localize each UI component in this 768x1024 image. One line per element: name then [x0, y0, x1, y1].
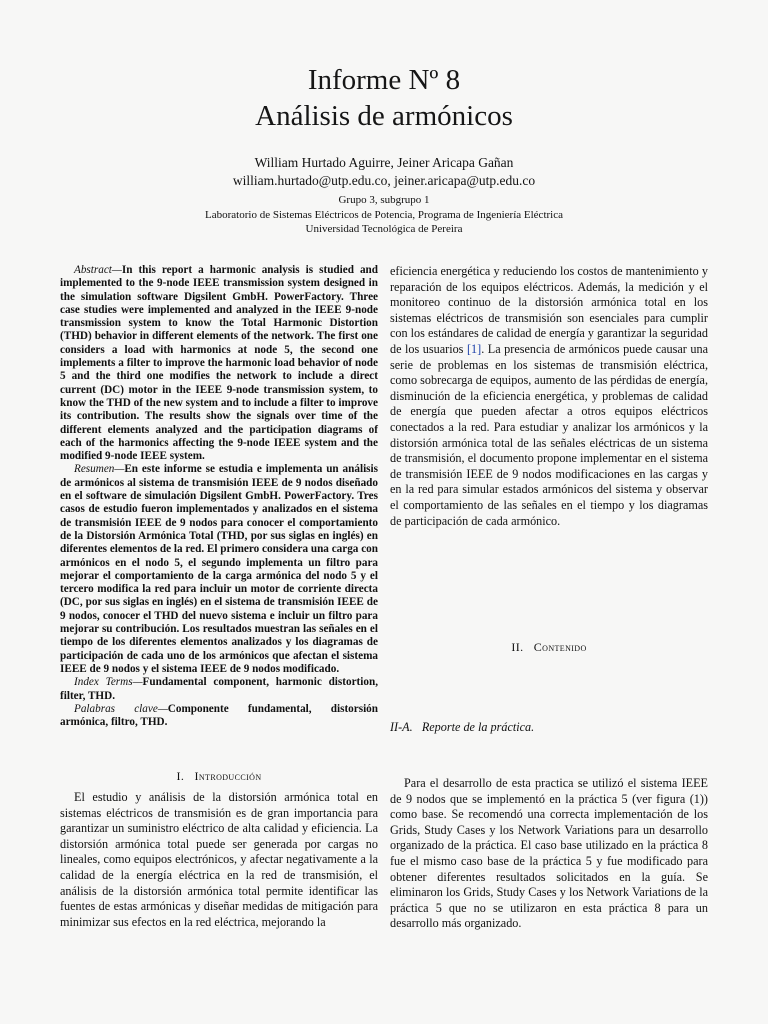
section-2-heading — [390, 640, 708, 655]
lab: Laboratorio de Sistemas Eléctricos de Potencia, Programa de Ingeniería Eléctrica — [205, 208, 563, 221]
section-1-body — [60, 790, 378, 930]
resumen-paragraph: Resumen—En este informe se estudia e implementa un análisis de armónicos al sistema de transmisión IEEE de 9 nodos diseñado en el software de simulación Digsilent GmbH. PowerFactory. Tres casos de estudio fueron implementados y analizados en el sistema de transmisión IEEE de 9 nodos para conocer el comportamiento de la Distorsión Armónica Total (THD, por sus siglas en inglés) en diferentes elementos de la red. El primero considera una carga con armónicos en el nodo 5, el segundo implementa un filtro para mejorar el comportamiento de la carga armónica del nodo 5 y el tercero modifica la red para incluir un motor de corriente directa (DC, por sus siglas en inglés) en el sistema de transmisión IEEE de 9 nodos, conocer el THD del nuevo sistema e incluir un filtro para mejorar su contribución. Los resultados muestran las señales en el tiempo de los diferentes elementos analizados y los diagramas de participación de cada uno de los armónicos que afectan el sistema IEEE de 9 nodos y el sistema IEEE de 9 nodos modificado. — [60, 463, 378, 675]
section-2-title: Contenido — [533, 640, 587, 654]
left-column — [60, 264, 378, 729]
university: Universidad Tecnológica de Pereira — [305, 223, 463, 235]
section-2-number: II. — [511, 640, 524, 654]
group: Grupo 3, subgrupo 1 — [338, 194, 430, 206]
emails: william.hurtado@utp.edu.co, jeiner.aricapa@utp.edu.co — [232, 173, 536, 188]
section-1-number: I. — [176, 769, 185, 783]
paper-title — [0, 62, 768, 134]
subsection-2a-title: Reporte de la práctica. — [421, 720, 535, 734]
right-column — [390, 264, 708, 529]
section-1-title: Introducción — [194, 769, 262, 783]
intro-continuation-a: eficiencia energética y reduciendo los costos de mantenimiento y reparación de los equipos eléctricos. Además, la medición y el monitoreo continuo de la distorsión armónica total en los sistemas eléctricos de transmisión son esenciales para cumplir con los estándares de calidad de energía y garantizar la seguridad de los usuarios — [390, 264, 708, 356]
index-terms-paragraph: Index Terms—Fundamental component, harmonic distortion, filter, THD. — [60, 676, 378, 702]
resumen-label: Resumen — [74, 463, 115, 476]
abstract-label: Abstract — [74, 264, 112, 276]
intro-paragraph: El estudio y análisis de la distorsión armónica total en sistemas eléctricos de transmisión es de gran importancia para garantizar un suministro eléctrico de alta calidad y eficiencia. La distorsión armónica total puede ser generada por cargas no lineales, como equipos electrónicos, y afectar negativamente a la calidad de la energía eléctrica en la red de transmisión, el análisis de la distorsión armónica total permite identificar las fuentes de estas armónicas y diseñar medidas de mitigación para minimizar sus efectos en la red eléctrica, mejorando la — [60, 790, 378, 929]
section-2-paragraph: Para el desarrollo de esta practica se utilizó el sistema IEEE de 9 nodos que se implementó en la práctica 5 (ver figura (1)) como base. Se recomendó una correcta implementación de los Grids, Study Cases y los Network Variations para un desarrollo organizado de la práctica. El caso base utilizado en la práctica 8 fue el mismo caso base de la práctica 5 y fue modificado para obtener diferentes resultados solicitados en la guía. Se eliminaron los Grids, Study Cases y los Network Variations de la práctica 5 que no se utilizaron en esta práctica 8 para un desarrollo más organizado. — [390, 776, 708, 931]
title-line-2: Análisis de armónicos — [255, 100, 513, 132]
section-2-body — [390, 776, 708, 932]
intro-continuation-b: . La presencia de armónicos puede causar una serie de problemas en los sistemas de transmisión eléctrica, como sobrecarga de equipos, aumento de las pérdidas de energía, disminución de la eficiencia energética, y problemas de calidad de energía que pueden afectar a otros equipos eléctricos conectados a la red. Para estudiar y analizar los armónicos y la distorsión armónica total de las señales eléctricas de un sistema de transmisión, el documento propone implementar en el sistema de transmisión IEEE de 9 nodos modificaciones en las cargas y en la red para simular estados armónicos del sistema y observar el comportamiento de las señales en el tiempo y los diagramas de participación de cada armónico. — [390, 341, 709, 528]
palabras-clave-paragraph: Palabras clave—Componente fundamental, distorsión armónica, filtro, THD. — [60, 702, 379, 729]
section-1-heading — [60, 769, 378, 784]
abstract-text: In this report a harmonic analysis is studied and implemented to the 9-node IEEE transmission system designed in the simulation software Digsilent GmbH. PowerFactory. Three case studies were implemented and analyzed in the IEEE 9-node transmission system to know the Total Harmonic Distortion (THD) behavior in different elements of the network. The first one considers a load with harmonics at node 5, the second one implements a filter to improve the harmonic load behavior of node 5 and the third one modifies the network to include a direct current (DC) motor in the IEEE 9-node transmission system, to know the THD of the new system and to include a filter to improve its contribution. The results show the signals over time of the different elements analyzed and the participation diagrams of each of the harmonics affecting the 9-node IEEE system and the modified 9-node IEEE system. — [60, 264, 378, 463]
subsection-2a-heading — [390, 720, 534, 735]
title-line-1: Informe Nº 8 — [307, 64, 461, 96]
citation-link[interactable]: [1] — [466, 341, 482, 356]
affiliation-block — [0, 193, 768, 237]
index-terms-text: Fundamental component, harmonic distortion, filter, THD. — [60, 676, 378, 702]
abstract-paragraph: Abstract—In this report a harmonic analysis is studied and implemented to the 9-node IEEE transmission system designed in the simulation software Digsilent GmbH. PowerFactory. Three case studies were implemented and analyzed in the IEEE 9-node transmission system to know the Total Harmonic Distortion (THD) behavior in different elements of the network. The first one considers a load with harmonics at node 5, the second one implements a filter to improve the harmonic load behavior of node 5 and the third one modifies the network to include a direct current (DC) motor in the IEEE 9-node transmission system, to know the THD of the new system and to include a filter to improve its contribution. The results show the signals over time of the different elements analyzed and the participation diagrams of each of the harmonics affecting the 9-node IEEE system and the modified 9-node IEEE system. — [60, 264, 378, 463]
palabras-clave-text: Componente fundamental, distorsión armónica, filtro, THD. — [60, 702, 379, 729]
subsection-2a-number: II-A. — [390, 720, 413, 734]
intro-continuation-paragraph — [390, 264, 708, 529]
resumen-text: En este informe se estudia e implementa un análisis de armónicos al sistema de transmisión IEEE de 9 nodos diseñado en el software de simulación Digsilent GmbH. PowerFactory. Tres casos de estudio fueron implementados y analizados en el sistema de transmisión IEEE de 9 nodos para conocer el comportamiento de la Distorsión Armónica Total (THD, por sus siglas en inglés) en diferentes elementos de la red. El primero considera una carga con armónicos en el nodo 5, el segundo implementa un filtro para mejorar el comportamiento de la carga armónica del nodo 5 y el tercero modifica la red para incluir un motor de corriente directa (DC, por sus siglas en inglés) en el sistema de transmisión IEEE de 9 nodos, conocer el THD del nuevo sistema e incluir un filtro para mejorar su contribución. Los resultados muestran las señales en el tiempo de los diferentes elementos analizados y los diagramas de participación de cada uno de los armónicos que afectan el sistema IEEE de 9 nodos y el sistema IEEE de 9 nodos modificado. — [60, 463, 378, 675]
author-block — [0, 154, 768, 190]
palabras-clave-label: Palabras clave — [74, 702, 158, 715]
authors: William Hurtado Aguirre, Jeiner Aricapa Gañan — [254, 155, 514, 170]
index-terms-label: Index Terms — [74, 676, 133, 689]
